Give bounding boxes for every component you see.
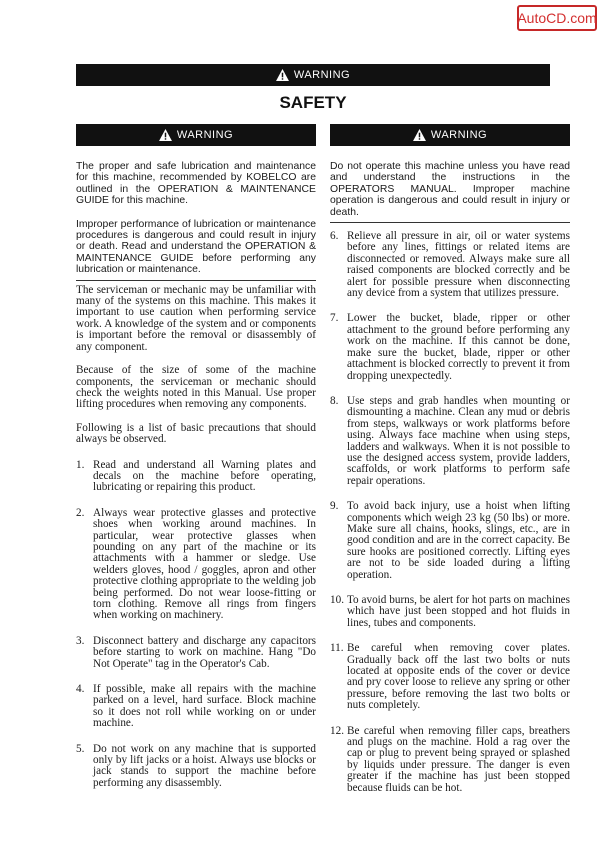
list-item [76,744,316,790]
list-item [330,396,570,487]
item-number: 12. [330,724,344,737]
watermark-link[interactable]: AutoCD.com [517,5,597,31]
list-item [330,313,570,381]
warning-triangle-icon [413,129,426,141]
item-number: 1. [76,458,85,471]
item-number: 3. [76,634,85,647]
warning-paragraph: Do not operate this machine unless you have read and understand the instructions in the OPERATORS MANUAL. Improper machine operation is dangerous and could result in injury or death. [330,161,570,218]
warning-paragraph: The proper and safe lubrication and maintenance for this machine, recommended by KOBELCO are outlined in the OPERATION & MAINTENANCE GUIDE for this machine. [76,161,316,207]
banner-label: WARNING [430,129,488,141]
item-number: 5. [76,742,85,755]
item-text: Use steps and grab handles when mounting or dismounting a machine. Clean any mud or debris from steps, walkways or work platforms before using. Always face machine when using steps, ladders and walkways. When it is not possible to use the designed access system, provide ladders, scaffolds, or work platforms to perform safe repair operations. [347,394,570,487]
section-divider [330,222,570,223]
item-text: Read and understand all Warning plates and decals on the machine before operating, lubricating or repairing this product. [93,458,316,494]
item-text: Lower the bucket, blade, ripper or other attachment to the ground before performing any work on the machine. If this cannot be done, make sure the bucket, blade, ripper or other attachment is blocked correctly to prevent it from dropping unexpectedly. [347,312,570,382]
list-item [76,636,316,670]
item-text: Be careful when removing filler caps, breathers and plugs on the machine. Hold a rag over the cap or plug to prevent being sprayed or splashed by liquids under pressure. The danger is even greater if the machine has just been stopped because fluids can be hot. [347,724,570,794]
precaution-list [330,231,570,794]
body-paragraph: The serviceman or mechanic may be unfamiliar with many of the systems on this machine. This makes it important to use caution when performing service work. A knowledge of the system and or components is important before the removal or disassembly of any component. [76,283,316,353]
item-number: 11. [330,642,344,655]
banner-label: WARNING [293,69,351,81]
item-number: 6. [330,230,339,243]
left-column [76,124,316,803]
item-number: 4. [76,683,85,696]
item-number: 9. [330,500,339,513]
body-paragraph: Because of the size of some of the machine components, the serviceman or mechanic should check the weights noted in this Manual. Use proper lifting procedures when removing any components. [76,364,316,411]
item-text: To avoid burns, be alert for hot parts on machines which have just been stopped and hot fluids in lines, tubes and components. [347,594,570,629]
right-column [330,124,570,808]
item-text: Always wear protective glasses and protective shoes when working around machines. In particular, wear protective glasses when pounding on any part of the machine or its attachments with a hammer or sledge. Use welders gloves, hood / goggles, apron and other protective clothing appropriate to the welding job being performed. Do not wear loose-fitting or torn clothing. Remove all rings from fingers when working on machinery. [93,506,316,622]
item-number: 10. [330,594,344,606]
warning-paragraph: Improper performance of lubrication or maintenance procedures is dangerous and could result in injury or death. Read and understand the OPERATION & MAINTENANCE GUIDE before performing any lubrication or maintenance. [76,218,316,276]
item-text: If possible, make all repairs with the machine parked on a level, hard surface. Block machine so it does not roll while working on or under machine. [93,683,316,730]
warning-triangle-icon [159,129,172,141]
item-text: Disconnect battery and discharge any capacitors before starting to work on machine. Hang "Do Not Operate" tag in the Operator's Cab. [93,634,316,670]
warning-triangle-icon [276,69,289,81]
body-paragraph: Following is a list of basic precautions that should always be observed. [76,421,316,446]
item-text: Do not work on any machine that is supported only by lift jacks or a hoist. Always use blocks or jack stands to support the machine before performing any disassembly. [93,742,316,789]
list-item [76,460,316,494]
item-text: Relieve all pressure in air, oil or water systems before any lines, fittings or related items are disconnected or removed. Always make sure all raised components are blocked correctly and be alert for possible pressure when disconnecting any device from a system that utilizes pressure. [347,230,570,300]
section-divider [76,280,316,281]
right-warning-banner [330,124,570,146]
item-number: 7. [330,312,339,325]
left-warning-banner [76,124,316,146]
item-number: 8. [330,394,339,407]
top-warning-banner [76,64,550,86]
list-item [76,684,316,730]
list-item [330,643,570,711]
page-title: SAFETY [279,93,347,112]
list-item [330,501,570,581]
banner-label: WARNING [176,129,234,141]
item-text: To avoid back injury, use a hoist when lifting components which weigh 23 kg (50 lbs) or more. Make sure all chains, hooks, slings, etc., are in good condition and are in the correct capacity. Be sure hooks are positioned correctly. Lifting eyes are not to be side loaded during a lifting operation. [347,500,570,581]
precaution-list [76,460,316,790]
list-item [330,726,570,794]
list-item [76,508,316,622]
list-item [330,595,570,629]
item-text: Be careful when removing cover plates. Gradually back off the last two bolts or nuts located at opposite ends of the cover or device and pry cover loose to relieve any spring or other pressure, before removing the last two bolts or nuts completely. [347,642,570,712]
item-number: 2. [76,506,85,519]
list-item [330,231,570,299]
